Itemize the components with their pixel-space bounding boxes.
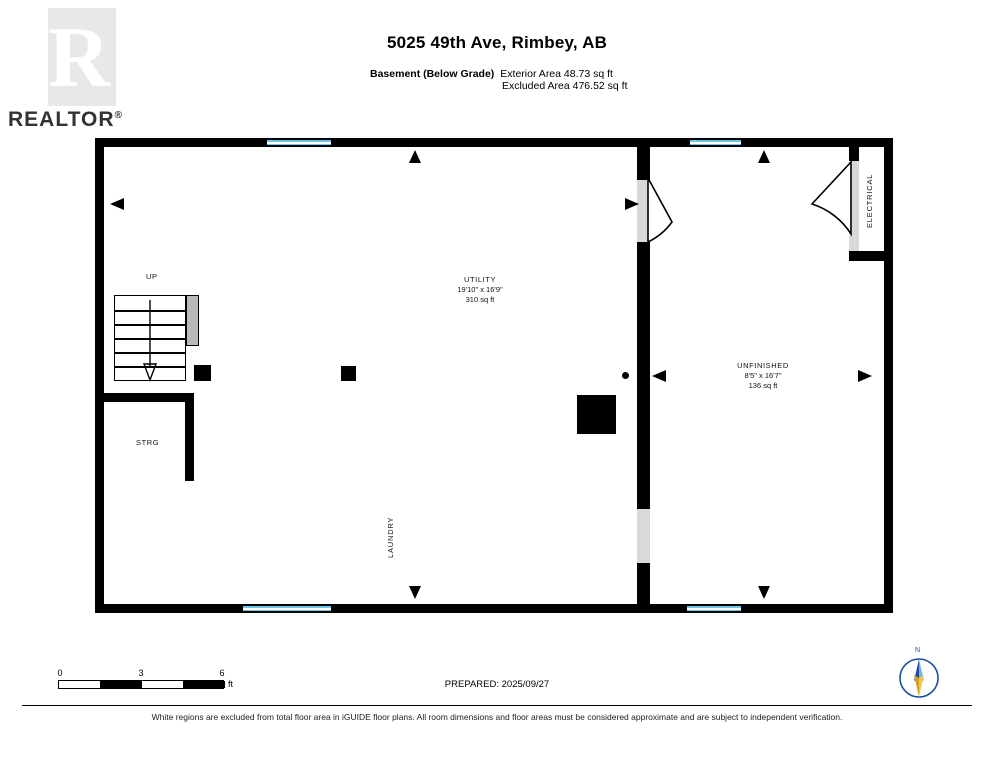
prepared-date: PREPARED: 2025/09/27 — [444, 679, 550, 690]
wall-partition-center-b — [637, 242, 650, 509]
door-swing-electrical-icon — [806, 160, 854, 252]
page-title: 5025 49th Ave, Rimbey, AB — [386, 33, 608, 52]
wall-electrical-left — [849, 147, 859, 161]
window-top-left — [267, 138, 331, 147]
wall-top-left-a — [95, 138, 267, 147]
room-dimensions-unfinished: 8'5" x 16'7" — [744, 371, 782, 380]
wall-stub-stairs — [194, 365, 211, 381]
footer-disclaimer: White regions are excluded from total floor area in iGUIDE floor plans. All room dimensions and floor areas must be considered approximate and are subject to independent verification. — [151, 712, 843, 722]
wall-top-right-b — [741, 138, 893, 147]
compass-rose — [893, 647, 945, 702]
compass-north-label: N — [915, 647, 921, 654]
scale-unit-label: ft — [228, 679, 234, 689]
room-area-unfinished: 136 sq ft — [748, 381, 778, 390]
wall-right — [884, 138, 893, 613]
registered-mark: ® — [114, 110, 123, 121]
scale-tick-2: 6 — [219, 668, 225, 678]
wall-top-right-a — [663, 138, 690, 147]
stair-rail — [186, 295, 199, 346]
dimension-arrow-partition-right-icon — [623, 197, 639, 211]
door-opening-partition-bottom — [637, 509, 650, 563]
dimension-arrow-unfinished-right-icon — [856, 369, 872, 383]
wall-storage-top — [104, 393, 194, 402]
wall-bottom-right-a — [741, 604, 893, 613]
wall-top-left-b — [331, 138, 663, 147]
scale-tick-1: 3 — [138, 668, 144, 678]
dimension-arrow-top-left-icon — [408, 150, 422, 166]
dimension-arrow-unfinished-left-icon — [652, 369, 668, 383]
dimension-arrow-top-right-icon — [757, 150, 771, 166]
wall-electrical-bottom — [849, 251, 884, 261]
label-up: UP — [146, 272, 158, 281]
scale-tick-0: 0 — [57, 668, 63, 678]
window-top-right — [690, 138, 741, 147]
label-electrical: ELECTRICAL — [865, 173, 874, 228]
window-bottom-right — [687, 604, 741, 613]
stair-direction-arrow-icon — [141, 300, 159, 382]
dimension-arrow-bottom-right-icon — [757, 583, 771, 599]
wall-partition-center-c — [637, 563, 650, 613]
room-area-utility: 310 sq ft — [465, 295, 495, 304]
level-label: Basement (Below Grade) — [370, 68, 495, 80]
utility-point-marker — [622, 372, 629, 379]
exterior-area: Exterior Area 48.73 sq ft — [500, 68, 613, 80]
window-bottom-left — [243, 604, 331, 613]
room-name-unfinished: UNFINISHED — [737, 361, 789, 370]
wall-left — [95, 138, 104, 613]
wall-bottom-left-b — [331, 604, 687, 613]
label-laundry: LAUNDRY — [386, 516, 395, 558]
realtor-logo-letter: R — [48, 9, 109, 105]
room-label-utility — [420, 275, 540, 305]
label-storage: STRG — [136, 438, 160, 447]
utility-equipment — [577, 395, 616, 434]
wall-storage-right — [185, 393, 194, 481]
footer-divider — [22, 705, 972, 706]
door-swing-partition-icon — [646, 176, 684, 248]
utility-post — [341, 366, 356, 381]
excluded-area: Excluded Area 476.52 sq ft — [502, 80, 628, 92]
realtor-wordmark-text: REALTOR — [8, 108, 115, 131]
room-name-utility: UTILITY — [463, 275, 497, 284]
room-dimensions-utility: 19'10" x 16'9" — [457, 285, 503, 294]
dimension-arrow-bottom-left-icon — [408, 583, 422, 599]
dimension-arrow-left-icon — [110, 197, 126, 211]
wall-bottom-left-a — [95, 604, 243, 613]
room-label-unfinished — [703, 361, 823, 391]
compass-icon — [893, 650, 945, 702]
